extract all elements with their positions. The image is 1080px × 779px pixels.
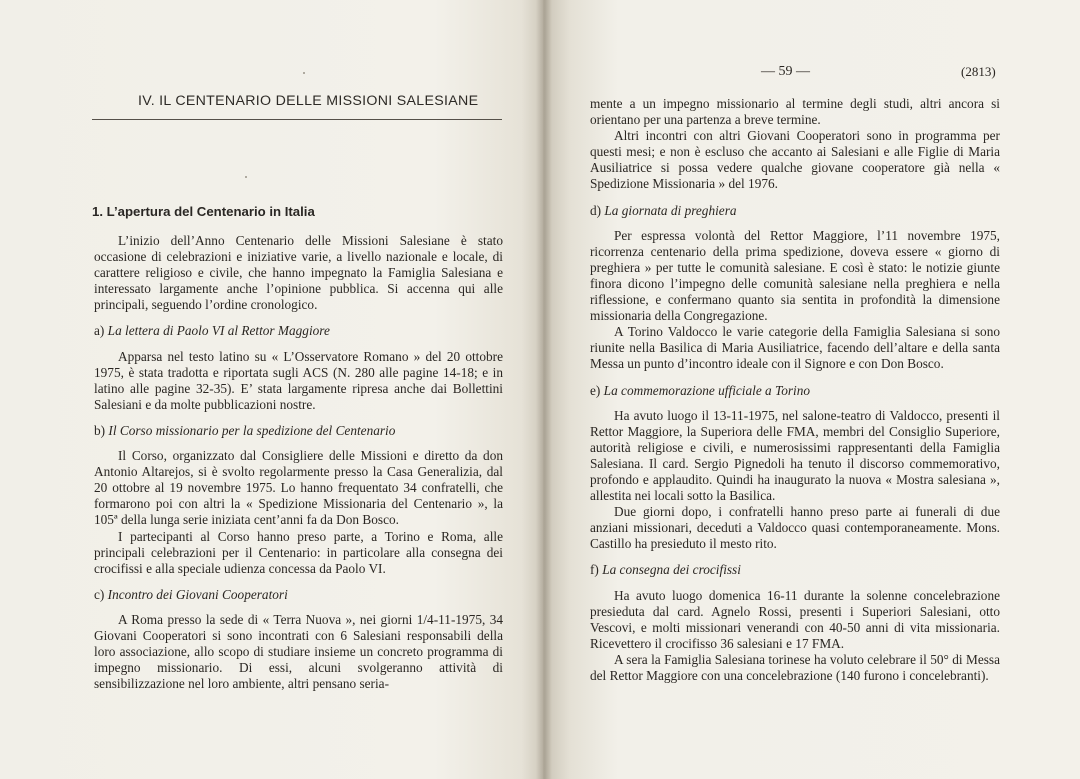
- subsection-c-heading: [94, 587, 503, 603]
- subsection-a-letter: a): [94, 323, 105, 339]
- subsection-e-text-2: Due giorni dopo, i confratelli hanno preso parte ai funerali di due anziani missionari, deceduti a Valdocco quasi contemporaneamente. Mons. Castillo ha presieduto il mesto rito.: [590, 504, 1000, 552]
- subsection-f-text-1: Ha avuto luogo domenica 16-11 durante la solenne concelebrazione presieduta dal card. Agnelo Rossi, presenti i Superiori Salesiani, otto Vescovi, e molti missionari venerandi con 40-50 anni di vita missionaria. Ricevettero il crocifisso 36 salesiani e 17 FMA.: [590, 587, 1000, 651]
- subsection-d-text-2: A Torino Valdocco le varie categorie della Famiglia Salesiana si sono riunite nella Basilica di Maria Ausiliatrice, facendo dell’altare e della santa Messa un punto d’incontro ideale con il Signore e con Don Bosco.: [590, 324, 1000, 372]
- subsection-b-heading: [94, 423, 503, 439]
- book-gutter: [536, 0, 552, 779]
- subsection-c-continuation: mente a un impegno missionario al termine degli studi, altri ancora si orientano per una partenza a breve termine.: [590, 96, 1000, 128]
- subsection-a-heading: [94, 323, 503, 339]
- chapter-rule: [92, 119, 502, 120]
- left-column: [94, 233, 503, 692]
- subsection-d-text-1: Per espressa volontà del Rettor Maggiore, l’11 novembre 1975, ricorrenza centenario della prima spedizione, doveva essere « giorno di preghiera » per tutte le comunità salesiane. E così è stato: le notizie giunte finora dicono l’impegno delle comunità salesiane nella preghiera e nella riflessione, e confermano quanto sia sentita in profondità la dimensione missionaria della Congregazione.: [590, 227, 1000, 324]
- subsection-f-heading: [590, 562, 1000, 578]
- subsection-e-text-1: Ha avuto luogo il 13-11-1975, nel salone-teatro di Valdocco, presenti il Rettor Maggiore, la Superiora delle FMA, membri del Consiglio Superiore, autorità religiose e civili, e numerosissimi rappresentanti della Famiglia Salesiana. Il card. Sergio Pignedoli ha tenuto il discorso commemorativo, profondo e applaudito. Quindi ha inaugurato la nuova « Mostra salesiana », allestita nei locali sotto la Basilica.: [590, 407, 1000, 504]
- chapter-title: IV. IL CENTENARIO DELLE MISSIONI SALESIANE: [138, 93, 479, 109]
- subsection-b-letter: b): [94, 422, 106, 438]
- subsection-d-title: La giornata di preghiera: [604, 202, 737, 218]
- right-page-header: [543, 64, 1080, 84]
- right-column: [590, 96, 1000, 684]
- subsection-c-text: A Roma presso la sede di « Terra Nuova », nei giorni 1/4-11-1975, 34 Giovani Cooperatori si sono incontrati con 6 Salesiani responsabili della loro associazione, allo scopo di studiare insieme un concreto programma di impegno missionario. Di essi, alcuni svolgeranno attività di sensibilizzazione nel loro ambiente, altri pensano seria-: [94, 611, 503, 692]
- subsection-a-text: Apparsa nel testo latino su « L’Osservatore Romano » del 20 ottobre 1975, è stata tradotta e riportata sugli ACS (N. 280 alle pagine 14-18; e in latino alle pagine 32-35). E’ stata largamente ripresa anche dai Bollettini Salesiani e da molte pubblicazioni nostre.: [94, 348, 503, 412]
- subsection-b-text-2: I partecipanti al Corso hanno preso parte, a Torino e Roma, alle principali celebrazioni per il Centenario: in particolare alla consegna dei crocifissi e alla speciale udienza concessa da Paolo VI.: [94, 528, 503, 576]
- subsection-c-text-2: Altri incontri con altri Giovani Cooperatori sono in programma per questi mesi; e non è escluso che accanto ai Salesiani e alle Figlie di Maria Ausiliatrice si possa vedere qualche giovane cooperatore già nella « Spedizione Missionaria » del 1976.: [590, 128, 1000, 192]
- intro-paragraph: L’inizio dell’Anno Centenario delle Missioni Salesiane è stato occasione di celebrazioni e iniziative varie, a livello nazionale e locale, di carattere religioso e civile, che hanno impegnato la Famiglia Salesiana e interessato largamente anche l’opinione pubblica. Si accenna qui alle principali, seguendo l’ordine cronologico.: [94, 233, 503, 313]
- subsection-f-letter: f): [590, 562, 599, 578]
- subsection-c-title: Incontro dei Giovani Cooperatori: [107, 586, 288, 602]
- paper-speck: [303, 72, 305, 74]
- page-code: (2813): [961, 64, 996, 79]
- paper-speck: [245, 176, 247, 178]
- subsection-b-title: Il Corso missionario per la spedizione del Centenario: [108, 422, 396, 438]
- section-title: 1. L’apertura del Centenario in Italia: [92, 204, 315, 219]
- subsection-d-heading: [590, 203, 1000, 219]
- subsection-e-letter: e): [590, 382, 601, 398]
- subsection-f-title: La consegna dei crocifissi: [602, 562, 741, 578]
- subsection-d-letter: d): [590, 202, 602, 218]
- subsection-b-text-1: Il Corso, organizzato dal Consigliere delle Missioni e diretto da don Antonio Altarejos, si è svolto regolarmente presso la Casa Generalizia, dal 20 ottobre al 19 novembre 1975. Lo hanno frequentato 34 confratelli, che formarono poi con altri la « Spedizione Missionaria del Centenario », la 105ª della lunga serie iniziata cent’anni fa da Don Bosco.: [94, 448, 503, 528]
- page-number: — 59 —: [761, 64, 810, 79]
- subsection-e-title: La commemorazione ufficiale a Torino: [603, 382, 811, 398]
- subsection-c-letter: c): [94, 586, 105, 602]
- subsection-e-heading: [590, 383, 1000, 399]
- subsection-f-text-2: A sera la Famiglia Salesiana torinese ha voluto celebrare il 50° di Messa del Rettor Maggiore con una concelebrazione (140 furono i concelebranti).: [590, 651, 1000, 683]
- subsection-a-title: La lettera di Paolo VI al Rettor Maggiore: [107, 323, 330, 339]
